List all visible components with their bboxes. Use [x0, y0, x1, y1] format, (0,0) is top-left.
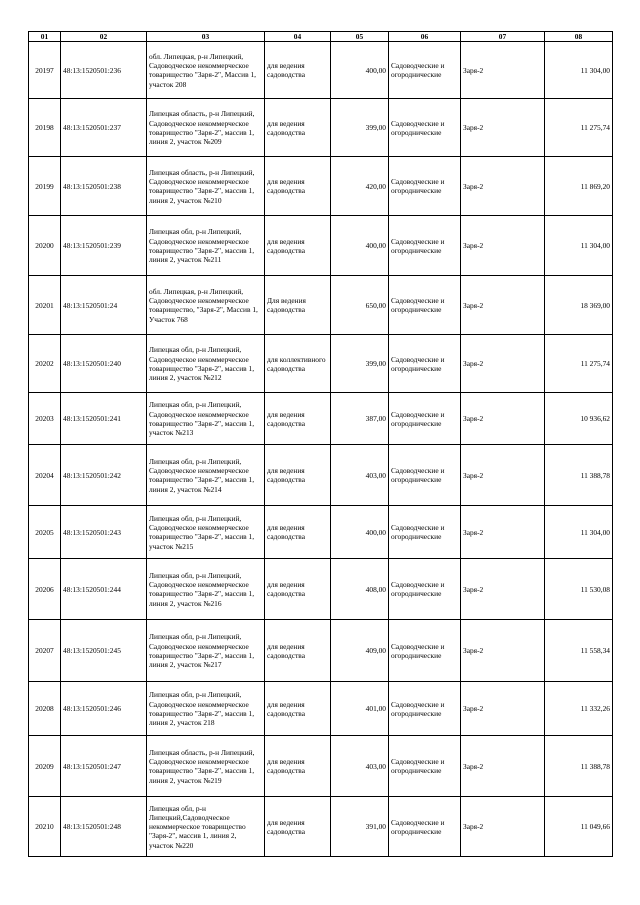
settlement-name-cell: Заря-2 [461, 335, 545, 393]
settlement-name-cell: Заря-2 [461, 506, 545, 559]
settlement-name-cell: Заря-2 [461, 157, 545, 216]
table-row [29, 276, 613, 335]
address-cell: Липецкая обл, р-н Липецкий, Садоводческое некоммерческое товарищество "Заря-2", массив 1, линия 2, участок №217 [147, 620, 265, 682]
permitted-use-cell: Для ведения садоводства [265, 276, 331, 335]
cadastral-number-cell: 48:13:1520501:245 [61, 620, 147, 682]
cadastral-number-cell: 48:13:1520501:248 [61, 797, 147, 857]
row-number-cell: 20200 [29, 216, 61, 276]
row-number-cell: 20202 [29, 335, 61, 393]
cadastral-value-cell: 11 049,66 [545, 797, 613, 857]
row-number-cell: 20205 [29, 506, 61, 559]
header-cell: 04 [265, 32, 331, 42]
header-cell: 01 [29, 32, 61, 42]
table-row [29, 393, 613, 445]
row-number-cell: 20203 [29, 393, 61, 445]
land-category-cell: Садоводческие и огороднические [389, 445, 461, 506]
land-category-cell: Садоводческие и огороднические [389, 276, 461, 335]
settlement-name-cell: Заря-2 [461, 276, 545, 335]
table-row [29, 797, 613, 857]
table-row [29, 682, 613, 736]
settlement-name-cell: Заря-2 [461, 216, 545, 276]
settlement-name-cell: Заря-2 [461, 99, 545, 157]
table-body [29, 42, 613, 857]
permitted-use-cell: для ведения садоводства [265, 736, 331, 797]
permitted-use-cell: для ведения садоводства [265, 157, 331, 216]
row-number-cell: 20208 [29, 682, 61, 736]
land-category-cell: Садоводческие и огороднические [389, 559, 461, 620]
cadastral-value-cell: 11 530,08 [545, 559, 613, 620]
permitted-use-cell: для ведения садоводства [265, 393, 331, 445]
table-row [29, 620, 613, 682]
cadastral-value-cell: 11 869,20 [545, 157, 613, 216]
table-row [29, 42, 613, 99]
address-cell: Липецкая обл, р-н Липецкий, Садоводческое некоммерческое товарищество "Заря-2", массив 1, линия 2, участок №212 [147, 335, 265, 393]
settlement-name-cell: Заря-2 [461, 393, 545, 445]
address-cell: Липецкая обл, р-н Липецкий, Садоводческое некоммерческое товарищество "Заря-2", массив 1, участок №213 [147, 393, 265, 445]
settlement-name-cell: Заря-2 [461, 445, 545, 506]
address-cell: Липецкая область, р-н Липецкий, Садоводческое некоммерческое товарищество "Заря-2", массив 1, линия 2, участок №209 [147, 99, 265, 157]
land-category-cell: Садоводческие и огороднические [389, 682, 461, 736]
address-cell: обл. Липецкая, р-н Липецкий, Садоводческое некоммерческое товарищество "Заря-2", Массив 1, участок 208 [147, 42, 265, 99]
cadastral-number-cell: 48:13:1520501:237 [61, 99, 147, 157]
row-number-cell: 20199 [29, 157, 61, 216]
header-cell: 06 [389, 32, 461, 42]
cadastral-value-cell: 11 332,26 [545, 682, 613, 736]
cadastral-value-cell: 11 275,74 [545, 335, 613, 393]
address-cell: Липецкая обл, р-н Липецкий, Садоводческое некоммерческое товарищество "Заря-2", массив 1, участок №215 [147, 506, 265, 559]
cadastral-number-cell: 48:13:1520501:246 [61, 682, 147, 736]
land-category-cell: Садоводческие и огороднические [389, 393, 461, 445]
land-category-cell: Садоводческие и огороднические [389, 216, 461, 276]
permitted-use-cell: для ведения садоводства [265, 216, 331, 276]
table-row [29, 335, 613, 393]
table-row [29, 559, 613, 620]
land-category-cell: Садоводческие и огороднические [389, 620, 461, 682]
permitted-use-cell: для ведения садоводства [265, 797, 331, 857]
row-number-cell: 20210 [29, 797, 61, 857]
cadastral-value-cell: 11 304,00 [545, 42, 613, 99]
settlement-name-cell: Заря-2 [461, 559, 545, 620]
cadastral-number-cell: 48:13:1520501:238 [61, 157, 147, 216]
header-cell: 03 [147, 32, 265, 42]
cadastral-value-cell: 11 275,74 [545, 99, 613, 157]
header-cell: 07 [461, 32, 545, 42]
address-cell: Липецкая обл, р-н Липецкий,Садоводческое некоммерческое товарищество "Заря-2", массив 1, линия 2, участок №220 [147, 797, 265, 857]
address-cell: Липецкая обл, р-н Липецкий, Садоводческое некоммерческое товарищество "Заря-2", массив 1, линия 2, участок №214 [147, 445, 265, 506]
permitted-use-cell: для ведения садоводства [265, 506, 331, 559]
settlement-name-cell: Заря-2 [461, 682, 545, 736]
permitted-use-cell: для ведения садоводства [265, 620, 331, 682]
permitted-use-cell: для ведения садоводства [265, 99, 331, 157]
settlement-name-cell: Заря-2 [461, 736, 545, 797]
permitted-use-cell: для ведения садоводства [265, 682, 331, 736]
cadastral-value-cell: 10 936,62 [545, 393, 613, 445]
land-category-cell: Садоводческие и огороднические [389, 797, 461, 857]
row-number-cell: 20206 [29, 559, 61, 620]
area-cell: 399,00 [331, 99, 389, 157]
land-category-cell: Садоводческие и огороднические [389, 335, 461, 393]
address-cell: Липецкая обл, р-н Липецкий, Садоводческое некоммерческое товарищество "Заря-2", массив 1, линия 2, участок №211 [147, 216, 265, 276]
cadastral-number-cell: 48:13:1520501:244 [61, 559, 147, 620]
table-row [29, 445, 613, 506]
address-cell: обл. Липецкая, р-н Липецкий, Садоводческое некоммерческое товарищество, "Заря-2", Массив 1, Участок 768 [147, 276, 265, 335]
address-cell: Липецкая область, р-н Липецкий, Садоводческое некоммерческое товарищество "Заря-2", массив 1, линия 2, участок №210 [147, 157, 265, 216]
settlement-name-cell: Заря-2 [461, 42, 545, 99]
land-category-cell: Садоводческие и огороднические [389, 736, 461, 797]
area-cell: 400,00 [331, 42, 389, 99]
cadastral-number-cell: 48:13:1520501:241 [61, 393, 147, 445]
cadastral-number-cell: 48:13:1520501:239 [61, 216, 147, 276]
row-number-cell: 20201 [29, 276, 61, 335]
row-number-cell: 20207 [29, 620, 61, 682]
row-number-cell: 20204 [29, 445, 61, 506]
cadastral-number-cell: 48:13:1520501:243 [61, 506, 147, 559]
land-category-cell: Садоводческие и огороднические [389, 42, 461, 99]
cadastral-number-cell: 48:13:1520501:24 [61, 276, 147, 335]
permitted-use-cell: для ведения садоводства [265, 42, 331, 99]
cadastral-number-cell: 48:13:1520501:240 [61, 335, 147, 393]
area-cell: 387,00 [331, 393, 389, 445]
cadastral-value-cell: 11 304,00 [545, 216, 613, 276]
area-cell: 409,00 [331, 620, 389, 682]
table-row [29, 216, 613, 276]
header-row [29, 32, 613, 42]
row-number-cell: 20197 [29, 42, 61, 99]
cadastral-value-cell: 11 304,00 [545, 506, 613, 559]
area-cell: 420,00 [331, 157, 389, 216]
address-cell: Липецкая обл, р-н Липецкий, Садоводческое некоммерческое товарищество "Заря-2", массив 1, линия 2, участок 218 [147, 682, 265, 736]
header-cell: 08 [545, 32, 613, 42]
header-cell: 02 [61, 32, 147, 42]
cadastral-value-cell: 11 558,34 [545, 620, 613, 682]
permitted-use-cell: для ведения садоводства [265, 445, 331, 506]
land-category-cell: Садоводческие и огороднические [389, 99, 461, 157]
row-number-cell: 20209 [29, 736, 61, 797]
address-cell: Липецкая обл, р-н Липецкий, Садоводческое некоммерческое товарищество "Заря-2", массив 1, линия 2, участок №216 [147, 559, 265, 620]
area-cell: 408,00 [331, 559, 389, 620]
table-header [29, 32, 613, 42]
permitted-use-cell: для ведения садоводства [265, 559, 331, 620]
cadastral-number-cell: 48:13:1520501:236 [61, 42, 147, 99]
cadastral-value-cell: 11 388,78 [545, 445, 613, 506]
area-cell: 400,00 [331, 506, 389, 559]
area-cell: 401,00 [331, 682, 389, 736]
area-cell: 650,00 [331, 276, 389, 335]
header-cell: 05 [331, 32, 389, 42]
cadastral-number-cell: 48:13:1520501:242 [61, 445, 147, 506]
cadastral-value-cell: 11 388,78 [545, 736, 613, 797]
cadastral-number-cell: 48:13:1520501:247 [61, 736, 147, 797]
area-cell: 400,00 [331, 216, 389, 276]
settlement-name-cell: Заря-2 [461, 620, 545, 682]
land-category-cell: Садоводческие и огороднические [389, 157, 461, 216]
permitted-use-cell: для коллективного садоводства [265, 335, 331, 393]
area-cell: 403,00 [331, 736, 389, 797]
settlement-name-cell: Заря-2 [461, 797, 545, 857]
land-category-cell: Садоводческие и огороднические [389, 506, 461, 559]
area-cell: 403,00 [331, 445, 389, 506]
land-registry-table [28, 31, 613, 857]
cadastral-value-cell: 18 369,00 [545, 276, 613, 335]
row-number-cell: 20198 [29, 99, 61, 157]
table-row [29, 736, 613, 797]
table-row [29, 506, 613, 559]
area-cell: 399,00 [331, 335, 389, 393]
address-cell: Липецкая область, р-н Липецкий, Садоводческое некоммерческое товарищество "Заря-2", массив 1, линия 2, участок №219 [147, 736, 265, 797]
table-row [29, 99, 613, 157]
area-cell: 391,00 [331, 797, 389, 857]
table-row [29, 157, 613, 216]
